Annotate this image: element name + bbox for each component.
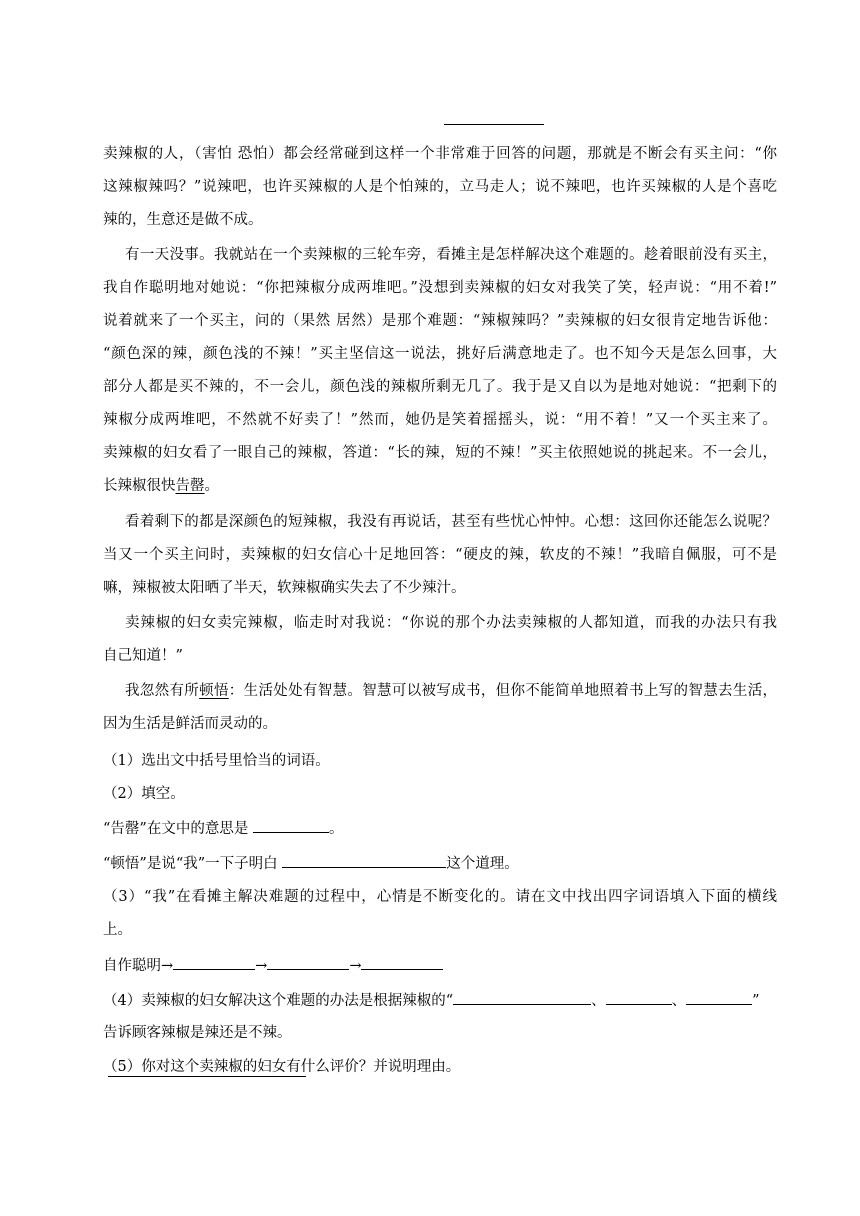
passage-text: ：生活处处有智慧。智慧可以被写成书，但你不能简单地照着书上写的智慧去生活，	[228, 683, 778, 699]
passage-line: 嘛，辣椒被太阳晒了半天，软辣椒确实失去了不少辣汁。	[103, 580, 466, 596]
answer-blank-gaoqing[interactable]	[253, 818, 329, 833]
passage-line: 这辣椒辣吗？”说辣吧，也许买辣椒的人是个怕辣的，立马走人；说不辣吧，也许买辣椒的人是个喜吃	[103, 179, 777, 195]
arrow-icon: →	[255, 958, 268, 974]
question-4	[103, 990, 760, 1011]
arrow-icon: →	[161, 958, 174, 974]
answer-blank-basis-3[interactable]	[686, 990, 752, 1005]
question-text: （4）卖辣椒的妇女解决这个难题的办法是根据辣椒的“	[103, 993, 454, 1009]
passage-line: 部分人都是买不辣的，不一会儿，颜色浅的辣椒所剩无几了。我于是又自以为是地对她说：“把剩下的	[103, 379, 777, 395]
passage-line	[125, 681, 777, 701]
passage-line: 因为生活是鲜活而灵动的。	[103, 716, 277, 732]
question-2b	[103, 853, 519, 874]
passage-line: 当又一个买主问时，卖辣椒的妇女信心十足地回答：“硬皮的辣，软皮的不辣！”我暗自佩服，可不是	[103, 547, 777, 563]
question-5: （5）你对这个卖辣椒的妇女有什么评价？并说明理由。	[103, 1059, 461, 1075]
question-text: 自作聪明	[103, 958, 161, 974]
passage-text: 我忽然有所	[125, 683, 200, 699]
passage-line	[103, 476, 219, 496]
answer-blank-mood-2[interactable]	[267, 955, 349, 970]
passage-line: 卖辣椒的妇女看了一眼自己的辣椒，答道：“长的辣，短的不辣！”买主依照她说的挑起来。不一会儿，	[103, 445, 777, 461]
question-3-chain	[103, 955, 443, 976]
passage-line: 辣的，生意还是做不成。	[103, 212, 263, 228]
arrow-icon: →	[349, 958, 362, 974]
passage-line: 有一天没事。我就站在一个卖辣椒的三轮车旁，看摊主是怎样解决这个难题的。趁着眼前没有买主，	[125, 247, 777, 263]
question-2: （2）填空。	[103, 786, 185, 802]
question-text: “顿悟”是说“我”一下子明白	[103, 856, 278, 872]
question-text: 这个道理。	[446, 856, 519, 872]
question-text: “告罄”在文中的意思是	[103, 821, 249, 837]
question-4-cont: 告诉顾客辣椒是辣还是不辣。	[103, 1025, 292, 1041]
answer-blank-dunwu[interactable]	[282, 853, 446, 868]
answer-blank-basis-2[interactable]	[606, 990, 672, 1005]
question-2a	[103, 818, 343, 839]
question-text: 。	[328, 821, 344, 837]
passage-line: 辣椒分成两堆吧，不然就不好卖了！”然而，她仍是笑着摇摇头，说：“用不着！”又一个买主来了。	[103, 412, 777, 428]
question-text: ”	[752, 993, 760, 1009]
passage-line: 卖辣椒的人，（害怕 恐怕）都会经常碰到这样一个非常难于回答的问题，那就是不断会有买主问：“你	[103, 146, 777, 162]
passage-line: 卖辣椒的妇女卖完辣椒，临走时对我说：“你说的那个办法卖辣椒的人都知道，而我的办法只有我	[125, 615, 777, 631]
passage-line: “颜色深的辣，颜色浅的不辣！”买主坚信这一说法，挑好后满意地走了。也不知今天是怎么回事，大	[103, 346, 777, 362]
passage-text: 。	[204, 478, 219, 494]
answer-blank-mood-1[interactable]	[173, 955, 255, 970]
passage-line: 说着就来了一个买主，问的（果然 居然）是那个难题：“辣椒辣吗？”卖辣椒的妇女很肯定地告诉他：	[103, 313, 777, 329]
passage-line: 我自作聪明地对她说：“你把辣椒分成两堆吧。”没想到卖辣椒的妇女对我笑了笑，轻声说：“用不着!”	[103, 280, 777, 296]
answer-blank-basis-1[interactable]	[453, 990, 591, 1005]
answer-blank-evaluation[interactable]	[108, 1076, 306, 1077]
passage-text: 长辣椒很快	[103, 478, 176, 494]
separator: 、	[591, 993, 606, 1009]
title-blank[interactable]	[444, 124, 544, 125]
separator: 、	[671, 993, 687, 1009]
passage-line: 看着剩下的都是深颜色的短辣椒，我没有再说话，甚至有些忧心忡忡。心想：这回你还能怎么说呢？	[125, 514, 777, 530]
question-3: （3）“我”在看摊主解决难题的过程中，心情是不断变化的。请在文中找出四字词语填入下面的横线	[103, 889, 777, 905]
underlined-word-gaoqing: 告罄	[175, 478, 205, 494]
underlined-word-dunwu: 顿悟	[199, 683, 229, 699]
question-1: （1）选出文中括号里恰当的词语。	[103, 753, 330, 769]
question-3-cont: 上。	[103, 922, 132, 938]
answer-blank-mood-3[interactable]	[361, 955, 443, 970]
passage-line: 自己知道！”	[103, 648, 183, 664]
